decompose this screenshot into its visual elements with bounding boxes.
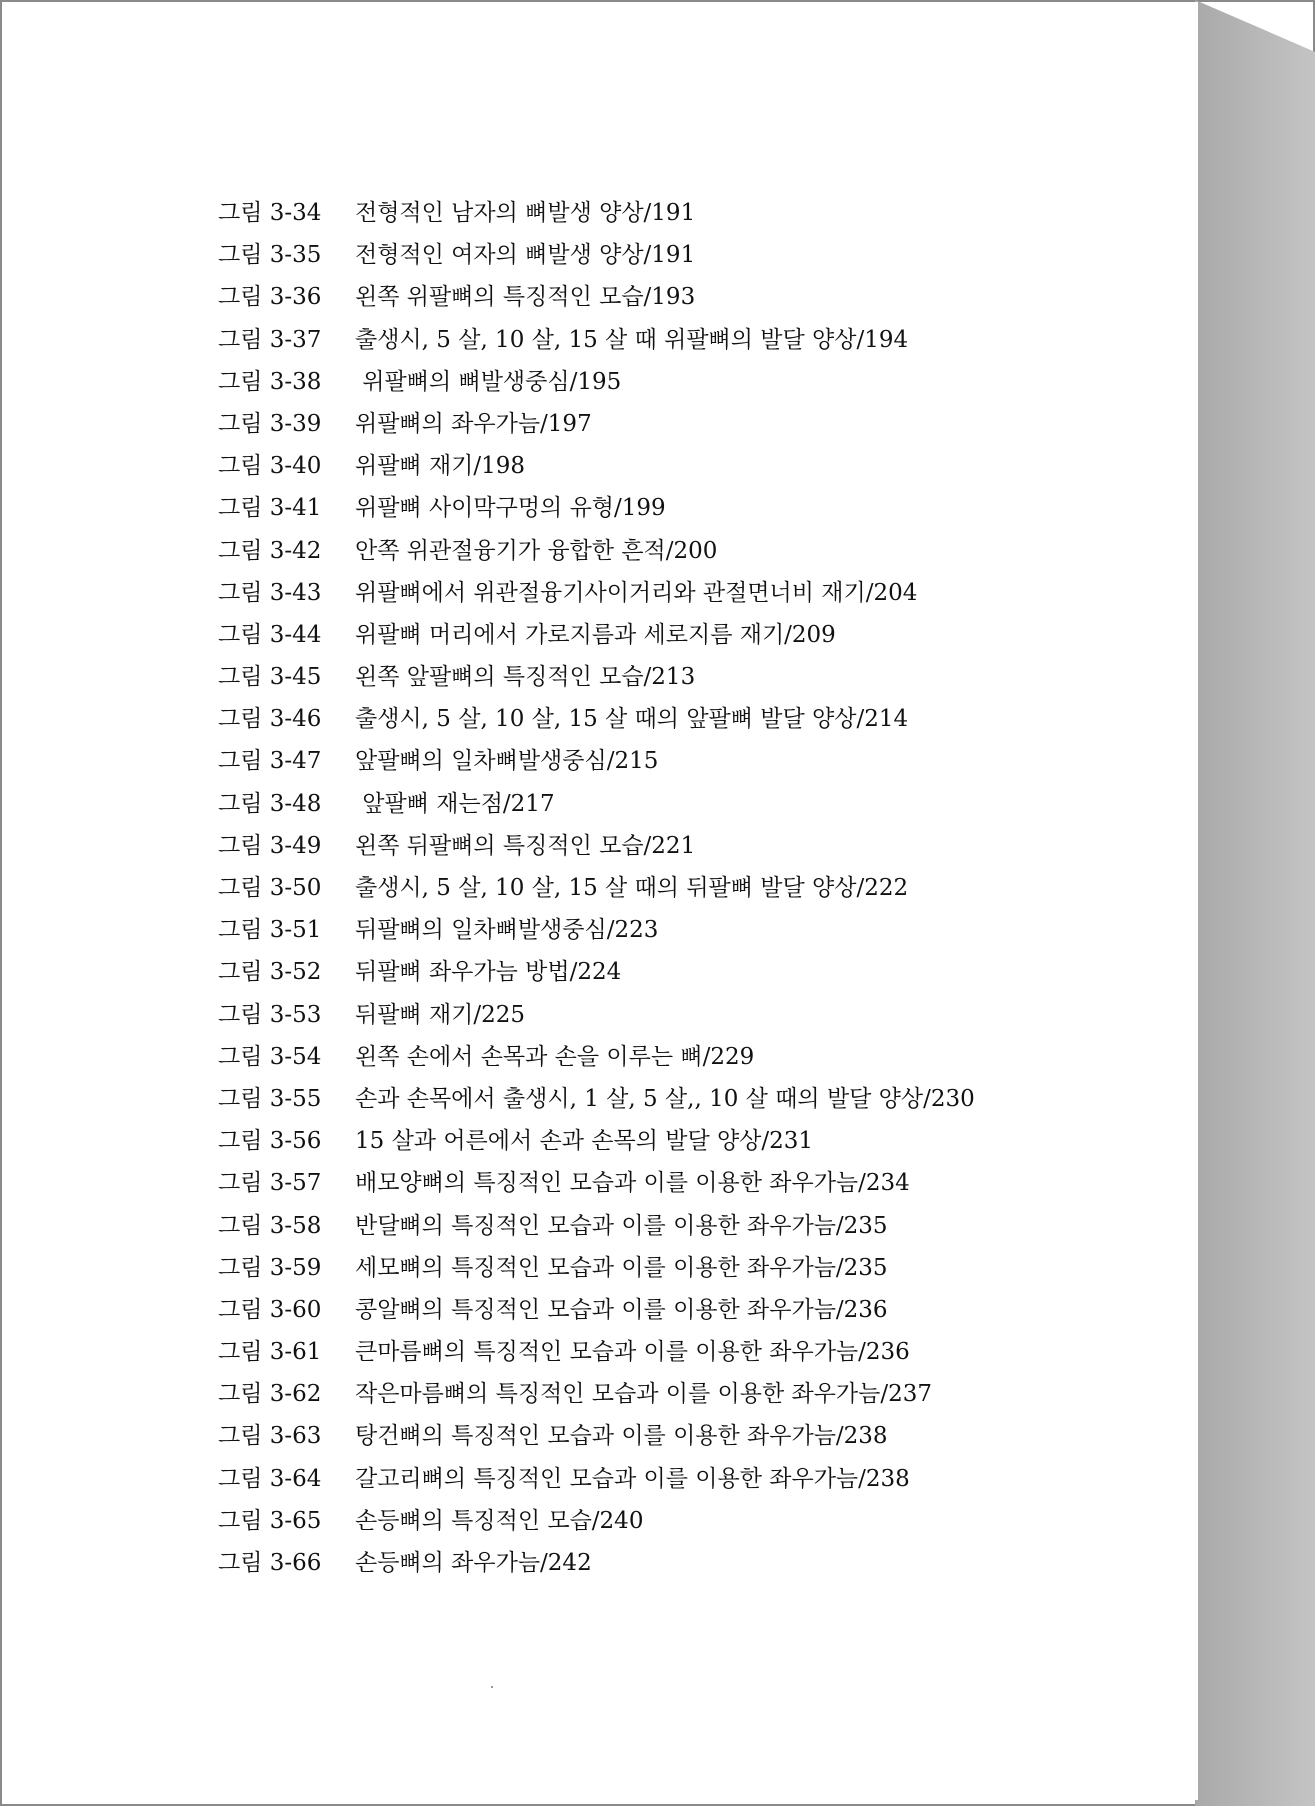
figure-list-item [218,1331,975,1373]
figure-list-item [218,403,975,445]
figure-title: 큰마름뼈의 특징적인 모습과 이를 이용한 좌우가늠/236 [355,1339,910,1366]
figure-number: 그림 3-63 [218,1423,322,1450]
figure-number: 그림 3-61 [218,1339,322,1366]
figure-number: 그림 3-34 [218,200,322,226]
figure-number: 그림 3-60 [218,1296,322,1323]
figure-list-item [218,487,975,529]
figure-title: 안쪽 위관절융기가 융합한 흔적/200 [355,537,718,564]
figure-list-item [218,361,975,403]
figure-list-item [218,825,975,867]
figure-number: 그림 3-58 [218,1212,322,1239]
figure-list-item [218,1373,975,1415]
figure-number: 그림 3-59 [218,1254,322,1281]
figure-title: 왼쪽 위팔뼈의 특징적인 모습/193 [355,284,696,311]
figure-list-item [218,1247,975,1289]
figure-list-item [218,1458,975,1500]
figure-number: 그림 3-54 [218,1043,322,1070]
figure-title: 왼쪽 앞팔뼈의 특징적인 모습/213 [355,664,696,691]
scan-speck [491,1686,493,1688]
figure-title: 위팔뼈에서 위관절융기사이거리와 관절면너비 재기/204 [355,579,918,606]
figure-title: 뒤팔뼈 좌우가늠 방법/224 [355,959,622,986]
figure-list-item [218,1415,975,1457]
figure-number: 그림 3-49 [218,832,322,859]
figure-title: 출생시, 5 살, 10 살, 15 살 때 위팔뼈의 발달 양상/194 [355,326,909,353]
figure-number: 그림 3-45 [218,664,322,691]
figure-title: 15 살과 어른에서 손과 손목의 발달 양상/231 [355,1128,814,1155]
figure-number: 그림 3-40 [218,453,322,480]
figure-list-item [218,909,975,951]
figure-title: 손과 손목에서 출생시, 1 살, 5 살,, 10 살 때의 발달 양상/230 [355,1085,975,1112]
figure-number: 그림 3-44 [218,621,322,648]
figure-title: 위팔뼈의 뼈발생중심/195 [355,368,622,395]
figure-number: 그림 3-56 [218,1128,322,1155]
page-side-face [1195,0,1315,1806]
figure-list-item [218,445,975,487]
figure-number: 그림 3-65 [218,1507,322,1534]
figure-title: 전형적인 여자의 뼈발생 양상/191 [355,242,696,269]
figure-number: 그림 3-57 [218,1170,322,1197]
figure-title: 위팔뼈 머리에서 가로지름과 세로지름 재기/209 [355,621,836,648]
figure-list [218,192,975,1584]
figure-title: 출생시, 5 살, 10 살, 15 살 때의 앞팔뼈 발달 양상/214 [355,706,909,733]
figure-title: 세모뼈의 특징적인 모습과 이를 이용한 좌우가늠/235 [355,1254,888,1281]
figure-title: 콩알뼈의 특징적인 모습과 이를 이용한 좌우가늠/236 [355,1296,888,1323]
document-page [2,2,1198,1800]
figure-list-item [218,1205,975,1247]
figure-number: 그림 3-48 [218,790,322,817]
figure-number: 그림 3-39 [218,410,322,437]
figure-title: 뒤팔뼈 재기/225 [355,1001,526,1028]
figure-list-item [218,698,975,740]
figure-number: 그림 3-38 [218,368,322,395]
figure-list-item [218,234,975,276]
figure-number: 그림 3-42 [218,537,322,564]
figure-title: 위팔뼈의 좌우가늠/197 [355,410,592,437]
figure-number: 그림 3-50 [218,875,322,901]
figure-title: 전형적인 남자의 뼈발생 양상/191 [355,200,696,226]
figure-list-item [218,994,975,1036]
figure-title: 출생시, 5 살, 10 살, 15 살 때의 뒤팔뼈 발달 양상/222 [355,875,909,901]
figure-title: 앞팔뼈 재는점/217 [355,790,555,817]
figure-number: 그림 3-55 [218,1085,322,1112]
figure-list-item [218,1162,975,1204]
figure-title: 배모양뼈의 특징적인 모습과 이를 이용한 좌우가늠/234 [355,1170,910,1197]
figure-number: 그림 3-46 [218,706,322,733]
figure-number: 그림 3-47 [218,748,322,775]
figure-number: 그림 3-37 [218,326,322,353]
figure-list-item [218,1036,975,1078]
figure-list-item [218,740,975,782]
figure-list-item [218,867,975,909]
figure-list-item [218,319,975,361]
figure-list-item [218,1078,975,1120]
figure-title: 위팔뼈 재기/198 [355,453,526,480]
figure-title: 위팔뼈 사이막구멍의 유형/199 [355,495,666,522]
figure-list-item [218,656,975,698]
figure-list-item [218,1500,975,1542]
figure-number: 그림 3-35 [218,242,322,269]
figure-list-item [218,1289,975,1331]
figure-number: 그림 3-64 [218,1465,322,1492]
figure-number: 그림 3-52 [218,959,322,986]
figure-title: 탕건뼈의 특징적인 모습과 이를 이용한 좌우가늠/238 [355,1423,888,1450]
figure-list-item [218,276,975,318]
figure-title: 손등뼈의 특징적인 모습/240 [355,1507,644,1534]
figure-number: 그림 3-53 [218,1001,322,1028]
figure-title: 왼쪽 뒤팔뼈의 특징적인 모습/221 [355,832,696,859]
figure-list-item [218,572,975,614]
figure-number: 그림 3-43 [218,579,322,606]
figure-title: 왼쪽 손에서 손목과 손을 이루는 뼈/229 [355,1043,755,1070]
figure-list-item [218,1542,975,1584]
figure-title: 작은마름뼈의 특징적인 모습과 이를 이용한 좌우가늠/237 [355,1381,933,1408]
figure-number: 그림 3-41 [218,495,322,522]
figure-title: 앞팔뼈의 일차뼈발생중심/215 [355,748,659,775]
figure-list-item [218,614,975,656]
figure-number: 그림 3-62 [218,1381,322,1408]
figure-number: 그림 3-36 [218,284,322,311]
figure-title: 뒤팔뼈의 일차뼈발생중심/223 [355,917,659,944]
figure-number: 그림 3-66 [218,1550,322,1576]
figure-list-item [218,1120,975,1162]
figure-number: 그림 3-51 [218,917,322,944]
figure-title: 반달뼈의 특징적인 모습과 이를 이용한 좌우가늠/235 [355,1212,888,1239]
figure-list-item [218,951,975,993]
figure-list-item [218,530,975,572]
figure-title: 갈고리뼈의 특징적인 모습과 이를 이용한 좌우가늠/238 [355,1465,910,1492]
figure-title: 손등뼈의 좌우가늠/242 [355,1550,592,1576]
figure-list-item [218,783,975,825]
figure-list-item [218,192,975,234]
